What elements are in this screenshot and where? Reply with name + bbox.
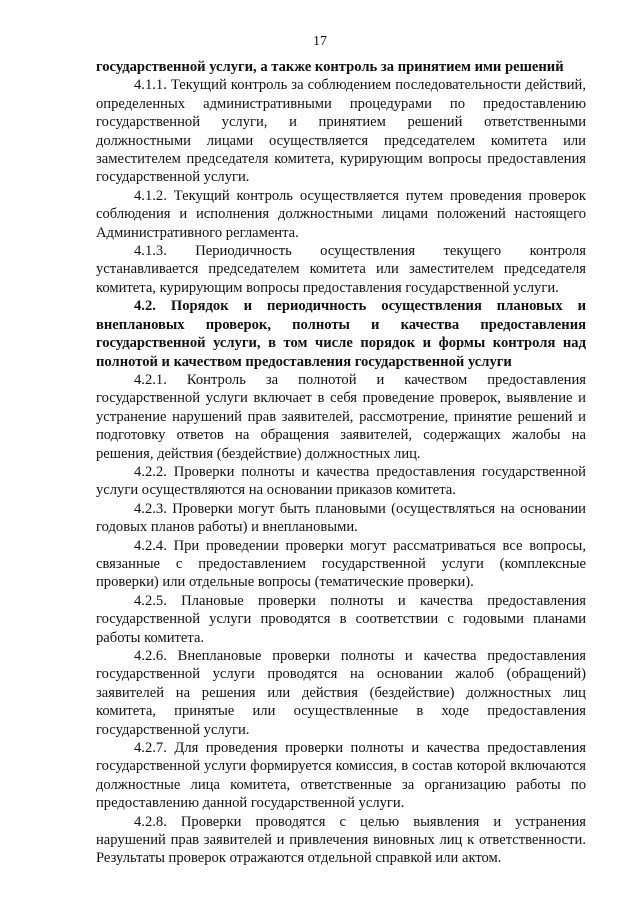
paragraph-4-2-3: 4.2.3. Проверки могут быть плановыми (осуществляться на основании годовых планов работы) и внеплановыми.	[96, 500, 586, 536]
paragraph-4-1-2: 4.1.2. Текущий контроль осуществляется путем проведения проверок соблюдения и исполнения должностными лицами положений настоящего Административного регламента.	[96, 187, 586, 241]
paragraph-4-2-5: 4.2.5. Плановые проверки полноты и качества предоставления государственной услуги проводятся в соответствии с годовыми планами работы комитета.	[96, 592, 586, 646]
paragraph-4-2-6: 4.2.6. Внеплановые проверки полноты и качества предоставления государственной услуги проводятся на основании жалоб (обращений) заявителей на решения или действия (бездействие) должностных лиц комитета, принятые или осуществленные в ходе предоставления государственной услуги.	[96, 648, 586, 738]
paragraph-4-1-1: 4.1.1. Текущий контроль за соблюдением последовательности действий, определенных административными процедурами по предоставлению государственной услуги, и принятием решений ответственными должностными лицами осуществляется председателем комитета или заместителем председателя комитета, курирующим вопросы предоставления государственной услуги.	[96, 77, 586, 186]
document-body	[96, 58, 586, 868]
paragraph-4-1-3: 4.1.3. Периодичность осуществления текущего контроля устанавливается председателем комитета или заместителем председателя комитета, курирующим вопросы предоставления государственной услуги.	[96, 243, 586, 296]
paragraph-4-2-1: 4.2.1. Контроль за полнотой и качеством предоставления государственной услуги включает в себя проведение проверок, выявление и устранение нарушений прав заявителей, рассмотрение, принятие решений и подготовку ответов на обращения заявителей, содержащих жалобы на решения, действия (бездействие) должностных лиц.	[96, 371, 586, 462]
paragraph-4-2-4: 4.2.4. При проведении проверки могут рассматриваться все вопросы, связанные с предоставлением государственной услуги (комплексные проверки) или отдельные вопросы (тематические проверки).	[96, 537, 586, 591]
section-heading-4-2: 4.2. Порядок и периодичность осуществления плановых и внеплановых проверок, полноты и качества предоставления государственной услуги, в том числе порядок и формы контроля над полнотой и качеством предоставления государственной услуги	[96, 298, 586, 370]
page-number: 17	[313, 34, 327, 49]
paragraph-4-2-8: 4.2.8. Проверки проводятся с целью выявления и устранения нарушений прав заявителей и привлечения виновных лиц к ответственности. Результаты проверок отражаются отдельной справкой или актом.	[96, 813, 586, 867]
section-heading-continuation: государственной услуги, а также контроль за принятием ими решений	[96, 59, 564, 75]
paragraph-4-2-2: 4.2.2. Проверки полноты и качества предоставления государственной услуги осуществляются на основании приказов комитета.	[96, 463, 586, 499]
paragraph-4-2-7: 4.2.7. Для проведения проверки полноты и качества предоставления государственной услуги формируется комиссия, в состав которой включаются должностные лица комитета, ответственные за организацию работы по предоставлению данной государственной услуги.	[96, 740, 586, 812]
